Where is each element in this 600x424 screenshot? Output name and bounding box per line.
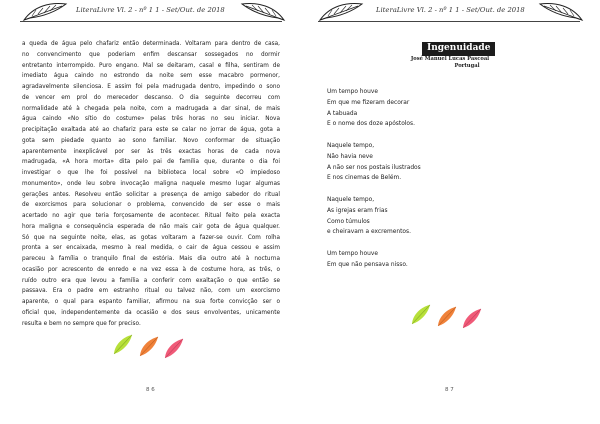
text-line: aparente, o qual para espanto familiar, afirmou na sua forte convicção ser o (22, 299, 280, 305)
stanza-break (327, 130, 421, 141)
text-line: pronta a ser encaixada, mesmo à real medida, o cair de água cessou e assim (22, 245, 280, 252)
poem-line: Um tempo houve (327, 89, 378, 95)
text-line: de exorcismos para solucionar o problema, convencido de ser esse o mais (22, 202, 280, 209)
page-number: 8 6 (146, 387, 155, 393)
text-line: hora maligna e consequência esperada de não mais cair gota de água qualquer. (22, 223, 280, 230)
text-line: gota sem piedade quanto ao sono familiar. Novo conformar de situação (22, 137, 280, 144)
text-line: entretanto interrompido. Puro engano. Mal se deitaram, casal e filha, sentiram de (22, 62, 280, 69)
page-number: 8 7 (445, 387, 454, 393)
quill-feather-icon (318, 2, 364, 22)
header-rule (318, 21, 580, 22)
poem-line: A tabuada (327, 110, 358, 117)
text-line: madrugada, «A hora morta» dita pelo pai de família que, durante o dia foi (22, 159, 280, 166)
poem-line: Naquele tempo, (327, 142, 375, 149)
text-line: monumento», onde leu sobre invocação maligna naquele mesmo lugar algumas (22, 180, 280, 187)
author-credit (300, 56, 600, 70)
text-line: a queda de água pelo chafariz então determinada. Voltaram para dentro de casa, (22, 41, 280, 47)
poem-line: As igrejas eram frias (327, 207, 388, 214)
text-line: acertado no agir que teria forçosamente de acontecer. Ritual feito pela exacta (22, 213, 280, 219)
text-line: normalidade até à chegada pela noite, com a madrugada a dar sinal, de mais (22, 105, 280, 112)
text-line: água caindo «No sítio do costume» pelas três horas no seu iniciar. Nova (22, 116, 280, 123)
poem-line: Naquele tempo, (327, 196, 375, 203)
text-line: Só que na seguinte noite, elas, as gotas voltaram a fazer-se ouvir. Com rolha (22, 234, 280, 241)
text-line: precipitação exaltada até ao chafariz para este se calar no jorrar de água, gota a (22, 127, 280, 133)
poem-line: Em que não pensava nisso. (327, 261, 408, 268)
quill-feather-icon (22, 2, 68, 22)
poem-line: e cheiravam a excrementos. (327, 229, 411, 236)
running-header: LiteraLivre Vl. 2 - nº 1 1 - Set/Out. de 2018 (376, 6, 525, 14)
stanza-break (327, 238, 421, 249)
poem-line: E o nome dos doze apóstolos. (327, 121, 415, 128)
right-page (300, 0, 600, 424)
text-line: pareceu à família o tranquilo final de estória. Mais dia outro até à nocturna (22, 256, 280, 262)
poem-line: Em que me fizeram decorar (327, 99, 410, 106)
text-line: no convencimento que poderiam enfim descansar sossegados no dormir (22, 51, 280, 58)
poem-line: Como túmulos (327, 218, 370, 225)
quill-feather-icon (240, 2, 286, 22)
text-line: passava. Era o padre em estranho ritual ou talvez não, com um exorcismo (22, 288, 280, 295)
poem-line: E nos cinemas de Belém. (327, 175, 402, 182)
decorative-feathers (110, 320, 192, 360)
text-line: agradavelmente silenciosa. E assim foi pela madrugada dentro, impedindo o sono (22, 84, 280, 90)
text-line: resulta e bem no sempre que for preciso. (22, 320, 141, 327)
quill-feather-icon (538, 2, 584, 22)
text-line: gerações antes. Resolveu então solicitar a presença de amigo sabedor do ritual (22, 191, 280, 198)
text-line: de vencer em prol do merecedor descanso. O dia seguinte decorreu com (22, 94, 280, 101)
text-line: oficial que, independentemente da ocasião e dos seus envolventes, unicamente (22, 309, 280, 316)
text-line: imediato água caindo no estrondo da noite sem esse macabro pormenor, (22, 73, 280, 80)
story-text (22, 39, 280, 329)
stanza-break (327, 184, 421, 195)
poem-title: Ingenuidade (422, 42, 495, 56)
running-header: LiteraLivre Vl. 2 - nº 1 1 - Set/Out. de 2018 (76, 6, 225, 14)
decorative-feathers (408, 290, 490, 330)
text-line: aparentemente inexplicável por ser às três exactas horas de cada nova (22, 148, 280, 155)
poem-line: Não havia neve (327, 153, 373, 160)
author-name: José Manuel Lucas Pascoal (410, 56, 490, 62)
poem-line: A não ser nos postais ilustrados (327, 164, 421, 171)
author-country: Portugal (454, 63, 480, 69)
poem-body (327, 87, 421, 271)
text-line: ruído outro era que levou a família a conferir com exaltação o que então se (22, 277, 280, 284)
poem-line: Um tempo houve (327, 250, 378, 257)
text-line: investigar o que lhe foi possível na biblioteca local sobre «O impiedoso (22, 170, 280, 176)
text-line: ocasião por acrescento de enredo e na vez essa à de costume hora, as três, o (22, 266, 280, 273)
header-rule (20, 21, 282, 22)
